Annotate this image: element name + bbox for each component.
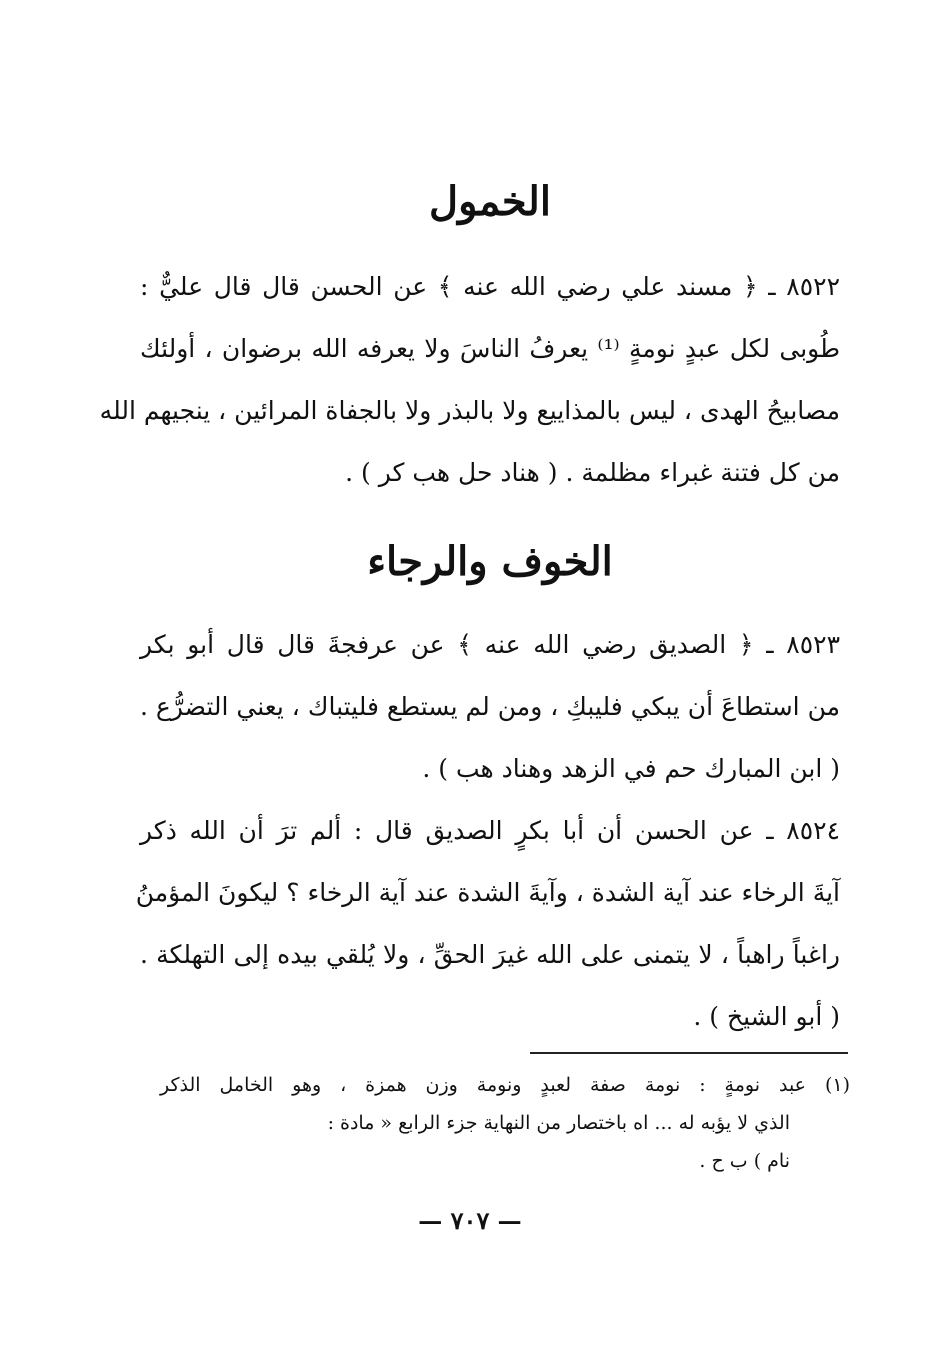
entry-8522 xyxy=(99,256,840,504)
entry-8522-line-3: مصابيحُ الهدى ، ليس بالمذاييع ولا بالبذر ولا بالجفاة المرائين ، ينجيهم الله xyxy=(99,396,840,425)
entry-8523-line-2: من استطاعَ أن يبكي فليبكِ ، ومن لم يستطع فليتباك ، يعني التضرُّع . xyxy=(140,692,840,721)
entry-8523-line-1: ٨٥٢٣ ـ ﴿ الصديق رضي الله عنه ﴾ عن عرفجةَ قال قال أبو بكر xyxy=(140,630,840,659)
entry-8524-line-1: ٨٥٢٤ ـ عن الحسن أن أبا بكرٍ الصديق قال : ألم ترَ أن الله ذكر xyxy=(140,816,840,845)
footnote-line-2: الذي لا يؤبه له ... اه باختصار من النهاية جزء الرابع « مادة : xyxy=(327,1112,790,1134)
entry-8522-line-4: من كل فتنة غبراء مظلمة . ( هناد حل هب كر ) . xyxy=(345,458,840,487)
footnote-divider xyxy=(530,1052,848,1054)
footnote-line-3: نام ) ب ح . xyxy=(699,1150,790,1172)
entry-8524-line-3: راغباً راهباً ، لا يتمنى على الله غيرَ الحقِّ ، ولا يُلقي بيده إلى التهلكة . xyxy=(140,940,840,969)
entry-8524-line-2: آيةَ الرخاء عند آية الشدة ، وآيةَ الشدة عند آية الرخاء ؟ ليكونَ المؤمنُ xyxy=(135,878,840,907)
section-title-khumul: الخمول xyxy=(429,178,551,225)
entry-8522-line-2: طُوبى لكل عبدٍ نومةٍ ⁽¹⁾ يعرفُ الناسَ ولا يعرفه الله برضوان ، أولئك xyxy=(140,334,840,363)
entry-8523 xyxy=(140,614,840,800)
entry-8524-line-4: ( أبو الشيخ ) . xyxy=(693,1002,840,1031)
section-title-khawf-wal-raja: الخوف والرجاء xyxy=(367,538,613,585)
page-number: — ٧٠٧ — xyxy=(418,1206,522,1235)
entry-8524 xyxy=(135,800,840,1048)
footnote-line-1: (١) عبد نومةٍ : نومة صفة لعبدٍ ونومة وزن همزة ، وهو الخامل الذكر xyxy=(160,1074,850,1096)
entry-8523-line-3: ( ابن المبارك حم في الزهد وهناد هب ) . xyxy=(422,754,840,783)
footnote xyxy=(160,1066,850,1180)
entry-8522-line-1: ٨٥٢٢ ـ ﴿ مسند علي رضي الله عنه ﴾ عن الحسن قال قال عليٌّ : xyxy=(140,272,840,301)
